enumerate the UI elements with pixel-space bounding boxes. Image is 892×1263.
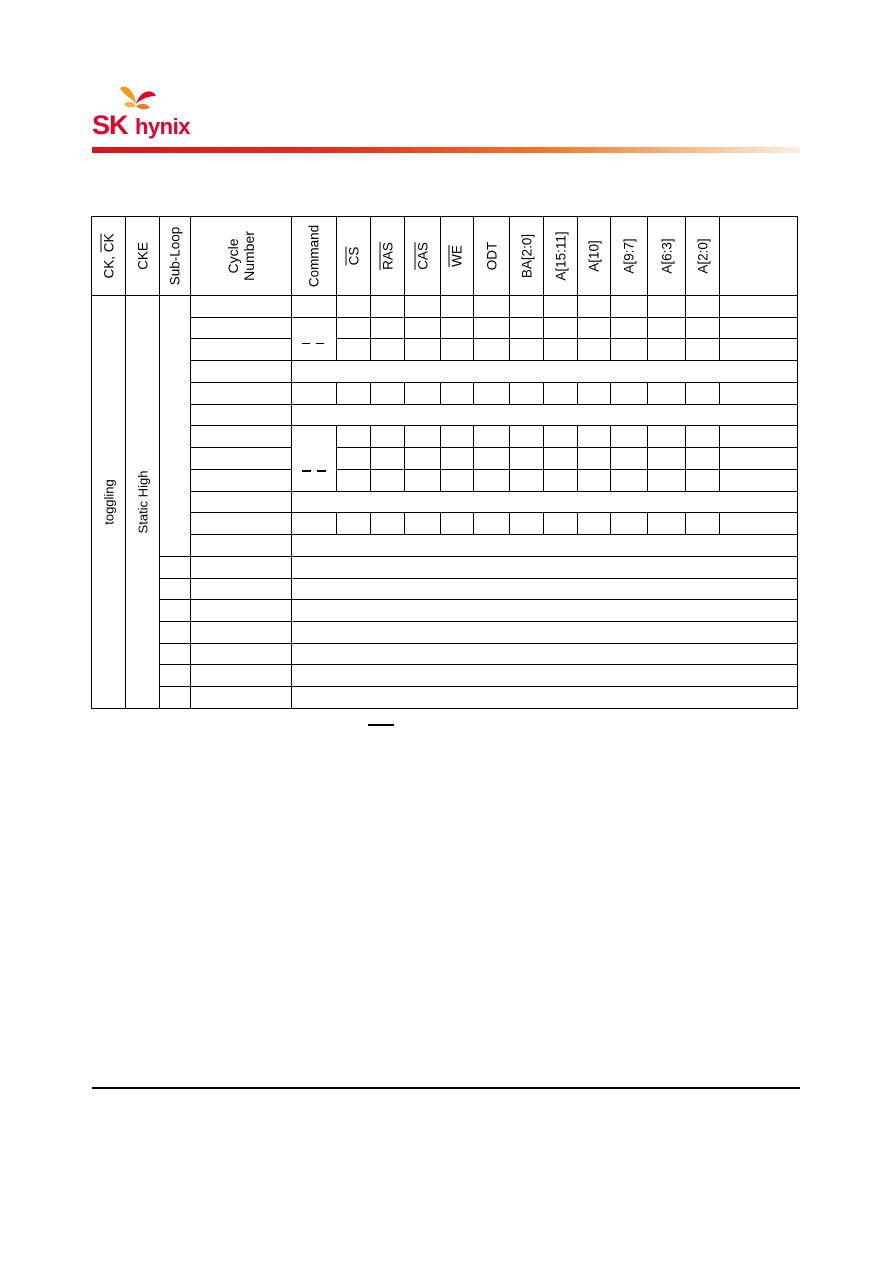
table-row (92, 361, 798, 383)
cycle-cell (191, 382, 292, 404)
col-a6-3: A[6:3] (648, 217, 686, 296)
merged-cell (292, 556, 798, 578)
table-row (92, 578, 798, 600)
cycle-cell (191, 296, 292, 318)
merged-cell (292, 687, 798, 709)
col-ck: CK, $\overline{CK}$ (92, 217, 126, 296)
cycle-cell (191, 339, 292, 361)
footer-rule (92, 1087, 800, 1089)
table-row (92, 339, 798, 361)
sub-loop-cell (160, 643, 191, 665)
sub-loop-cell (160, 687, 191, 709)
cycle-cell (191, 491, 292, 513)
test-pattern-table (91, 216, 798, 709)
cycle-cell (191, 600, 292, 622)
merged-cell (292, 600, 798, 622)
command-cell (292, 426, 337, 491)
ck-cell: toggling (92, 296, 126, 709)
sub-loop-cell (160, 578, 191, 600)
col-cke: CKE (126, 217, 160, 296)
cycle-cell (191, 361, 292, 383)
col-a10: A[10] (578, 217, 611, 296)
col-a9-7: A[9:7] (611, 217, 648, 296)
col-ras: $\overline{RAS}$ (371, 217, 405, 296)
merged-cell (292, 361, 798, 383)
table-row (92, 687, 798, 709)
table-row (92, 317, 798, 339)
cycle-cell (191, 513, 292, 535)
cycle-cell (191, 687, 292, 709)
sk-hynix-logo (92, 84, 212, 144)
merged-cell (292, 643, 798, 665)
table-header-row (92, 217, 798, 296)
col-cycle-number: Cycle Number (191, 217, 292, 296)
col-we: $\overline{WE}$ (441, 217, 474, 296)
col-a15-11: A[15:11] (544, 217, 578, 296)
cycle-cell (191, 469, 292, 491)
merged-cell (292, 665, 798, 687)
table-row (92, 556, 798, 578)
col-ba: BA[2:0] (510, 217, 544, 296)
col-cas: $\overline{CAS}$ (405, 217, 441, 296)
merged-cell (292, 578, 798, 600)
merged-cell (292, 622, 798, 644)
col-odt: ODT (474, 217, 510, 296)
table-row (92, 382, 798, 404)
table-row (92, 643, 798, 665)
col-cs: $\overline{CS}$ (337, 217, 371, 296)
merged-cell (292, 491, 798, 513)
table-row (92, 491, 798, 513)
merged-cell (292, 535, 798, 557)
cycle-cell (191, 665, 292, 687)
logo-hynix-text: hynix (135, 114, 190, 139)
cycle-cell (191, 643, 292, 665)
col-blank (720, 217, 798, 296)
header-gradient-bar (92, 147, 800, 153)
table-row (92, 296, 798, 318)
sub-loop-cell (160, 622, 191, 644)
table-row (92, 622, 798, 644)
sub-loop-cell (160, 600, 191, 622)
cycle-cell (191, 317, 292, 339)
col-a2-0: A[2:0] (686, 217, 720, 296)
cycle-cell (191, 448, 292, 470)
cycle-cell (191, 535, 292, 557)
table-row (92, 404, 798, 426)
logo-sk-text: SK (92, 110, 128, 140)
table-row (92, 448, 798, 470)
cycle-cell (191, 578, 292, 600)
sub-loop-cell (160, 556, 191, 578)
cycle-cell (191, 556, 292, 578)
col-sub-loop: Sub-Loop (160, 217, 191, 296)
col-command: Command (292, 217, 337, 296)
table-row (92, 600, 798, 622)
cke-cell: Static High (126, 296, 160, 709)
sub-loop-cell (160, 296, 191, 557)
note-overline-mark (368, 724, 394, 726)
table-row (92, 469, 798, 491)
table-row (92, 513, 798, 535)
cycle-cell (191, 426, 292, 448)
cycle-cell (191, 404, 292, 426)
table-row (92, 665, 798, 687)
cycle-cell (191, 622, 292, 644)
merged-cell (292, 404, 798, 426)
sub-loop-cell (160, 665, 191, 687)
table-row (92, 426, 798, 448)
table-row (92, 535, 798, 557)
command-cell (292, 317, 337, 360)
